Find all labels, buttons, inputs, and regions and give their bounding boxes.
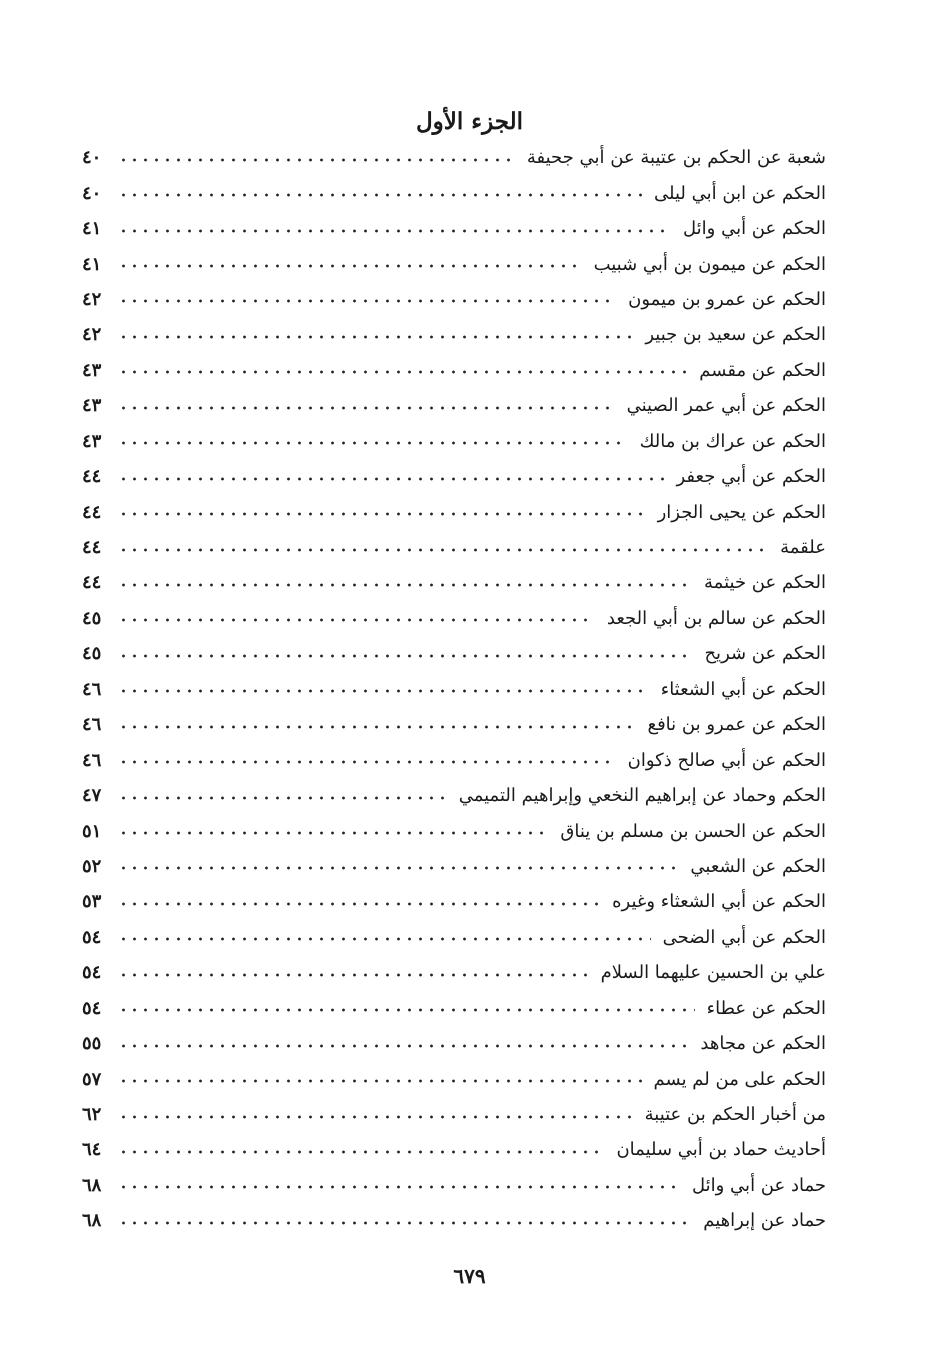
toc-entry [82,1203,826,1238]
toc-entry [82,849,826,884]
toc-entry-title: الحكم عن أبي صالح ذكوان [627,749,826,771]
toc-entry-title: الحكم عن أبي الضحى [662,926,826,948]
toc-entry [82,1168,826,1203]
toc-entry-title: الحكم عن الشعبي [690,855,826,877]
toc-entry-page: ٤٦ [82,714,102,736]
toc-entry [82,707,826,742]
toc-entry-page: ٥٤ [82,962,102,984]
toc-entry [82,955,826,990]
toc-entry-title: الحكم عن شريح [704,643,826,665]
toc-entry [82,140,826,175]
toc-entry-title: الحكم عن أبي عمر الصيني [626,395,826,417]
toc-entry [82,813,826,848]
dot-leader [118,725,635,729]
toc-entry-title: الحكم عن مجاهد [700,1033,826,1055]
page-number: ٦٧٩ [453,1264,486,1288]
toc-entry-page: ٤٤ [82,537,102,559]
toc-entry-title: حماد عن إبراهيم [703,1210,826,1232]
dot-leader [118,618,595,622]
dot-leader [118,1185,680,1189]
toc-entry-page: ٥٥ [82,1033,102,1055]
toc-entry-page: ٤٣ [82,395,102,417]
toc-entry-title: علقمة [780,537,826,559]
toc-entry [82,601,826,636]
toc-entry [82,884,826,919]
dot-leader [118,193,642,197]
toc-entry-page: ٥١ [82,820,102,842]
toc-entry-page: ٤٤ [82,466,102,488]
dot-leader [118,477,665,481]
toc-entry [82,530,826,565]
dot-leader [118,512,646,516]
dot-leader [118,583,692,587]
toc-entry-page: ٤١ [82,253,102,275]
toc-entry [82,991,826,1026]
toc-entry-page: ٥٧ [82,1068,102,1090]
toc-entry [82,211,826,246]
dot-leader [118,654,692,658]
dot-leader [118,866,678,870]
dot-leader [118,548,768,552]
dot-leader [118,229,671,233]
dot-leader [118,902,600,906]
toc-entry-page: ٥٣ [82,891,102,913]
toc-entry-page: ٤٢ [82,288,102,310]
toc-entry-title: الحكم عن أبي وائل [683,218,826,240]
toc-entry-title: أحاديث حماد بن أبي سليمان [616,1139,826,1161]
toc-entry-title: الحكم عن يحيى الجزار [657,501,826,523]
dot-leader [118,158,515,162]
toc-entry-page: ٤٦ [82,749,102,771]
toc-entry [82,388,826,423]
toc-entry [82,778,826,813]
dot-leader [118,370,687,374]
dot-leader [118,831,548,835]
dot-leader [118,796,447,800]
toc-entry-title: الحكم عن سالم بن أبي الجعد [606,607,826,629]
dot-leader [118,760,616,764]
toc-entry-page: ٥٤ [82,926,102,948]
toc-entry-title: الحكم عن أبي الشعثاء [660,678,826,700]
toc-entry-title: حماد عن أبي وائل [692,1174,826,1196]
toc-entry-title: الحكم عن عمرو بن ميمون [628,288,826,310]
toc-entry [82,459,826,494]
toc-entry-title: الحكم عن عطاء [706,997,826,1019]
toc-entry-page: ٤٧ [82,785,102,807]
toc-entry [82,282,826,317]
toc-entry-title: الحكم عن ميمون بن أبي شبيب [593,253,826,275]
dot-leader [118,973,589,977]
toc-entry-title: الحكم عن أبي جعفر [676,466,826,488]
toc-entry-title: الحكم عن الحسن بن مسلم بن يناق [560,820,826,842]
toc-entry-title: الحكم على من لم يسم [653,1068,826,1090]
toc-entry [82,672,826,707]
toc-entry [82,1026,826,1061]
dot-leader [118,299,616,303]
toc-entry-title: الحكم عن مقسم [699,359,826,381]
dot-leader [118,335,633,339]
toc-entry [82,424,826,459]
toc-entry [82,246,826,281]
toc-entry-title: الحكم عن خيثمة [704,572,826,594]
toc-entry-title: الحكم وحماد عن إبراهيم النخعي وإبراهيم التميمي [458,785,826,807]
dot-leader [118,406,615,410]
toc-entry [82,920,826,955]
toc-entry-page: ٤١ [82,218,102,240]
toc-entry [82,494,826,529]
toc-entry-title: الحكم عن أبي الشعثاء وغيره [612,891,826,913]
dot-leader [118,1008,695,1012]
dot-leader [118,441,628,445]
dot-leader [118,1044,688,1048]
toc-entry-page: ٦٨ [82,1174,102,1196]
dot-leader [118,1221,691,1225]
toc-entry-page: ٤٥ [82,643,102,665]
toc-entry-page: ٤٢ [82,324,102,346]
toc-entry [82,1061,826,1096]
toc-entry [82,565,826,600]
toc-entry-page: ٥٤ [82,997,102,1019]
dot-leader [118,1150,604,1154]
toc-entry [82,353,826,388]
toc-entry-page: ٦٢ [82,1104,102,1126]
toc-entry-page: ٥٢ [82,855,102,877]
toc-entry [82,742,826,777]
toc-entry-title: علي بن الحسين عليهما السلام [600,962,826,984]
toc-entry [82,175,826,210]
toc-entry-page: ٦٤ [82,1139,102,1161]
toc-entry [82,1097,826,1132]
toc-entry-title: الحكم عن عراك بن مالك [639,430,826,452]
dot-leader [118,689,649,693]
toc-entry-page: ٤٤ [82,572,102,594]
toc-entry [82,636,826,671]
toc-entry-page: ٤٠ [82,182,102,204]
toc-entry-page: ٦٨ [82,1210,102,1232]
toc-entry-title: الحكم عن سعيد بن جبير [645,324,826,346]
toc-entry-title: الحكم عن عمرو بن نافع [647,714,826,736]
toc-entry-page: ٤٣ [82,359,102,381]
toc-entry-page: ٤٠ [82,147,102,169]
dot-leader [118,937,651,941]
toc-entry-page: ٤٦ [82,678,102,700]
page-title: الجزء الأول [415,108,524,135]
toc-entry [82,1132,826,1167]
toc-entry-title: شعبة عن الحكم بن عتيبة عن أبي جحيفة [526,147,826,169]
dot-leader [118,1079,642,1083]
toc-entry [82,317,826,352]
toc-entry-page: ٤٣ [82,430,102,452]
table-of-contents [82,140,826,1239]
toc-entry-page: ٤٥ [82,607,102,629]
toc-entry-title: من أخبار الحكم بن عتيبة [644,1104,826,1126]
dot-leader [118,264,582,268]
toc-entry-title: الحكم عن ابن أبي ليلى [654,182,826,204]
toc-entry-page: ٤٤ [82,501,102,523]
dot-leader [118,1115,633,1119]
